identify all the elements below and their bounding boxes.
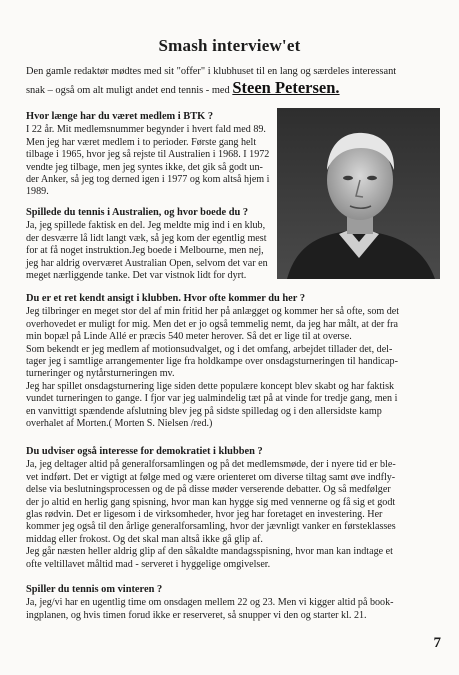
answer-line: tilbage i 1965, hvor jeg så rejste til Australien i 1968. I 1972 <box>26 149 270 161</box>
qa-section-3 <box>26 293 438 430</box>
answer-line: Jeg tilbringer en meget stor del af min fritid her på anlægget og kommer her så ofte, som det <box>26 306 400 318</box>
answer-line: kommer jeg også til den årlige generalforsamling, hvor der jævnligt vanker en førsteklasses <box>26 521 396 533</box>
answer-line: ofte veltillavet måltid mad - serveret i hyggelige omgivelser. <box>26 558 271 570</box>
answer-line: jeg har aldrig overværet Australian Open, selvom det var en <box>26 257 268 269</box>
qa-section-4 <box>26 446 438 571</box>
article-title: Smash interview'et <box>158 36 301 55</box>
answer-line: vendte jeg tilbage, men jeg syntes ikke, det gik så godt un- <box>26 161 263 173</box>
answer-line: Ja, jeg deltager altid på generalforsamlingen og på det medlemsmøde, der i nyere tid er ble- <box>26 459 396 471</box>
answer-line: Ja, jeg spillede faktisk en del. Jeg meldte mig ind i en klub, <box>26 220 266 232</box>
answer-line: der desværre lå lidt langt væk, så jeg kom der egentlig mest <box>26 232 267 244</box>
answer-line: overhalet af Morten.( Morten S. Nielsen /red.) <box>26 418 213 430</box>
question: Spillede du tennis i Australien, og hvor boede du ? <box>26 207 249 218</box>
interviewee-photo <box>277 108 440 279</box>
answer-line: en vanvittigt spændende afslutning blev jeg på sidste spilledag og i den allersidste kamp <box>26 405 382 417</box>
answer-line: der Anker, så jeg tog derned igen i 1977 og kom altså hjem i <box>26 174 270 186</box>
answer-line: middag eller frokost. Og det skal man altså ikke gå glip af. <box>26 533 263 545</box>
qa-section-2 <box>26 207 274 282</box>
answer-line: Men jeg har været medlem i to perioder. Første gang helt <box>26 136 257 148</box>
answer-line: Som bekendt er jeg medlem af motionsudvalget, og i det omfang, arbejdet tillader det, del- <box>26 343 393 355</box>
article-intro <box>26 64 438 99</box>
question: Hvor længe har du været medlem i BTK ? <box>26 111 214 122</box>
answer-line: tager jeg i samtlige arrangementer lige fra holdkampe over onsdagsturneringen til handicap- <box>26 356 398 368</box>
interviewee-name: Steen Petersen. <box>232 78 340 97</box>
answer-line: min bopæl på Linde Allé er præcis 540 meter herover. Så det er lige til at overse. <box>26 331 352 343</box>
qa-section-5 <box>26 584 438 622</box>
answer-line: for at få noget instruktion.Jeg boede i Melbourne, men nej, <box>26 245 264 257</box>
answer-line: Jeg går næsten heller aldrig glip af den såkaldte mandagsspisning, hvor man kan indtage et <box>26 546 393 558</box>
answer-line: vundet turneringen to gange. I fjor var jeg ualmindelig tæt på at vinde for tredje gang, men i <box>26 393 398 405</box>
answer-line: overhovedet er muligt for mig. Men det er jo også temmelig nemt, da jeg har målt, at der fra <box>26 318 398 330</box>
answer-line: vet indført. Det er vigtigt at følge med og være orienteret om diverse tiltag samt øve indfly- <box>26 471 396 483</box>
intro-line-2: snak – også om alt muligt andet end tennis - med <box>26 85 230 96</box>
page-number: 7 <box>433 635 441 651</box>
answer-line: delse via beslutningsprocessen og de på disse møder verserende debatter. Og så medfølger <box>26 484 391 496</box>
answer-line: turneringer og nytårsturneringen mv. <box>26 368 175 380</box>
qa-section-1 <box>26 111 274 199</box>
answer-line: Ja, jeg/vi har en ugentlig time om onsdagen mellem 22 og 23. Men vi kigger altid på book- <box>26 597 394 609</box>
answer-line: ingplanen, og hvis timen forud ikke er reserveret, så snupper vi den og starter kl. 21. <box>26 609 367 621</box>
answer-line: I 22 år. Mit medlemsnummer begynder i hvert fald med 89. <box>26 124 266 136</box>
question: Du er et ret kendt ansigt i klubben. Hvor ofte kommer du her ? <box>26 293 306 304</box>
answer-line: meget nærliggende tanke. Det var vistnok lidt for dyrt. <box>26 270 247 282</box>
question: Du udviser også interesse for demokratiet i klubben ? <box>26 446 263 457</box>
answer-line: 1989. <box>26 186 49 198</box>
answer-line: glas rødvin. Det er ligesom i de virksomheder, hvor jeg har foretaget en investering. Her <box>26 509 383 521</box>
question: Spiller du tennis om vinteren ? <box>26 584 163 595</box>
answer-line: Jeg har spillet onsdagsturnering lige siden dette populære koncept blev skabt og har faktisk <box>26 380 395 392</box>
answer-line: der jo altid en herlig gang spisning, hvor man kan hygge sig med vennerne og få sig et godt <box>26 496 396 508</box>
intro-line-1: Den gamle redaktør mødtes med sit "offer" i klubhuset til en lang og særdeles interessant <box>26 66 397 77</box>
